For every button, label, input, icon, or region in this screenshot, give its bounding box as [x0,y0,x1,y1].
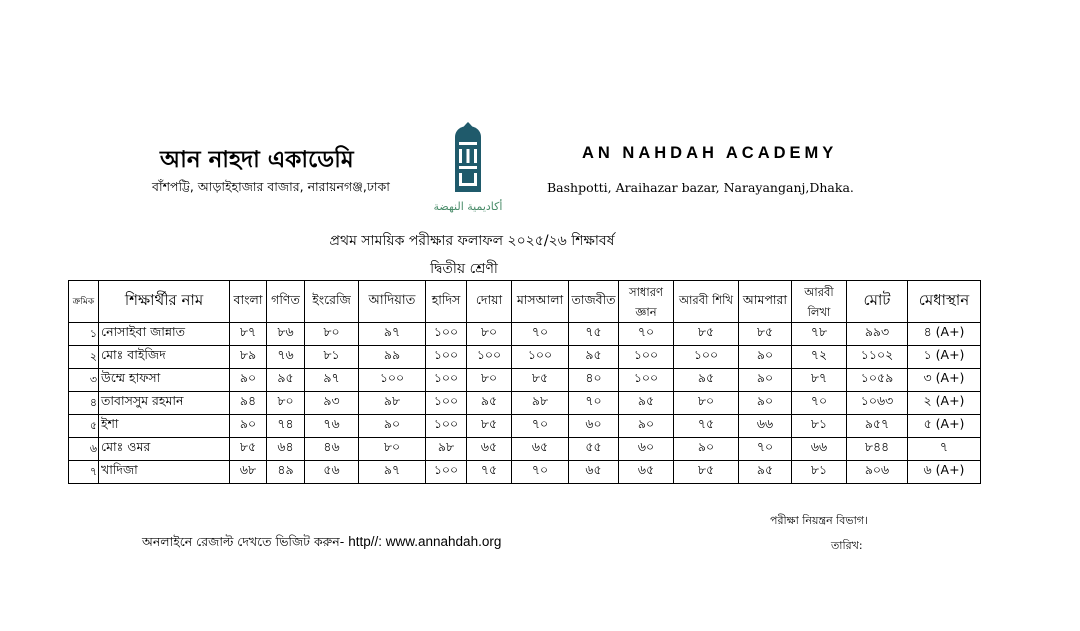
cell-tajbid: ৬০ [569,415,619,438]
cell-sl: ৪ [69,392,99,415]
academy-title-bangla: আন নাহদা একাডেমি [160,147,354,173]
cell-arabic-learn: ৮৫ [674,461,739,484]
cell-sl: ১ [69,323,99,346]
header-math: গণিত [267,281,305,323]
cell-total: ১০৫৯ [847,369,908,392]
cell-general: ১০০ [619,346,674,369]
cell-total: ১১০২ [847,346,908,369]
cell-general: ৬৫ [619,461,674,484]
cell-english: ৫৬ [305,461,359,484]
cell-sl: ৫ [69,415,99,438]
cell-ampara: ৯০ [739,346,792,369]
cell-masala: ৭০ [512,461,569,484]
cell-arabic-write: ৮১ [792,461,847,484]
header-general-line1: সাধারণ [629,284,663,299]
cell-english: ৭৬ [305,415,359,438]
header-english: ইংরেজি [305,281,359,323]
table-row [69,438,981,461]
cell-rank: ৩ (A+) [908,369,981,392]
class-title: দ্বিতীয় শ্রেণী [430,261,498,277]
cell-name: খাদিজা [99,461,230,484]
cell-hadis: ১০০ [426,415,467,438]
table-row [69,346,981,369]
cell-bangla: ৮৫ [230,438,267,461]
cell-adiyat: ৯৭ [359,323,426,346]
cell-bangla: ৬৮ [230,461,267,484]
header-bangla: বাংলা [230,281,267,323]
cell-rank: ৪ (A+) [908,323,981,346]
cell-arabic-write: ৭৮ [792,323,847,346]
header-arabic-learn: আরবী শিখি [674,281,739,323]
cell-bangla: ৮৭ [230,323,267,346]
cell-name: ইশা [99,415,230,438]
online-result-note [142,534,501,554]
cell-doa: ৮৫ [467,415,512,438]
cell-english: ৮১ [305,346,359,369]
cell-arabic-write: ৮১ [792,415,847,438]
cell-rank: ৭ [908,438,981,461]
cell-total: ৮৪৪ [847,438,908,461]
cell-tajbid: ৬৫ [569,461,619,484]
header-total: মোট [847,281,908,323]
cell-rank: ২ (A+) [908,392,981,415]
cell-total: ৯৫৭ [847,415,908,438]
cell-english: ৪৬ [305,438,359,461]
header-sl: ক্রমিক [69,281,99,323]
header-masala: মাসআলা [512,281,569,323]
cell-arabic-learn: ৮০ [674,392,739,415]
cell-math: ৭৬ [267,346,305,369]
cell-adiyat: ৯৮ [359,392,426,415]
cell-math: ৮০ [267,392,305,415]
cell-general: ৯৫ [619,392,674,415]
cell-masala: ৭০ [512,323,569,346]
cell-adiyat: ৮০ [359,438,426,461]
cell-hadis: ১০০ [426,323,467,346]
cell-adiyat: ৯৭ [359,461,426,484]
cell-general: ৭০ [619,323,674,346]
cell-arabic-write: ৮৭ [792,369,847,392]
cell-hadis: ১০০ [426,346,467,369]
cell-tajbid: ৫৫ [569,438,619,461]
cell-adiyat: ৯০ [359,415,426,438]
cell-sl: ৬ [69,438,99,461]
logo-caption: أكاديمية النهضة [433,200,503,213]
table-header-row [69,281,981,323]
cell-doa: ৮০ [467,369,512,392]
cell-hadis: ৯৮ [426,438,467,461]
cell-arabic-learn: ১০০ [674,346,739,369]
cell-bangla: ৯৪ [230,392,267,415]
online-result-text: অনলাইনে রেজাল্ট দেখতে ভিজিট করুন- [142,534,345,549]
academy-address-bangla: বাঁশপট্টি, আড়াইহাজার বাজার, নারায়নগঞ্জ,ঢাকা [152,179,390,194]
cell-tajbid: ৪০ [569,369,619,392]
cell-masala: ৬৫ [512,438,569,461]
cell-bangla: ৯০ [230,415,267,438]
cell-total: ১০৬৩ [847,392,908,415]
header-doa: দোয়া [467,281,512,323]
cell-ampara: ৯০ [739,369,792,392]
cell-ampara: ৮৫ [739,323,792,346]
exam-title: প্রথম সাময়িক পরীক্ষার ফলাফল ২০২৫/২৬ শিক্ষাবর্ষ [329,233,615,249]
cell-arabic-write: ৭০ [792,392,847,415]
cell-doa: ৮০ [467,323,512,346]
cell-bangla: ৯০ [230,369,267,392]
table-row [69,461,981,484]
cell-tajbid: ৭৫ [569,323,619,346]
cell-ampara: ৯০ [739,392,792,415]
date-label: তারিখ: [831,539,863,552]
cell-adiyat: ১০০ [359,369,426,392]
cell-sl: ৩ [69,369,99,392]
cell-name: মোঃ বাইজিদ [99,346,230,369]
cell-name: মোঃ ওমর [99,438,230,461]
header-tajbid: তাজবীত [569,281,619,323]
table-row [69,392,981,415]
cell-name: উম্মে হাফসা [99,369,230,392]
table-row [69,369,981,392]
cell-ampara: ৯৫ [739,461,792,484]
cell-arabic-write: ৬৬ [792,438,847,461]
website-link[interactable]: http//: www.annahdah.org [348,534,502,549]
cell-rank: ৫ (A+) [908,415,981,438]
cell-general: ১০০ [619,369,674,392]
header-rank: মেধাস্থান [908,281,981,323]
header-general-knowledge [619,281,674,323]
cell-masala: ৭০ [512,415,569,438]
cell-hadis: ১০০ [426,461,467,484]
cell-masala: ১০০ [512,346,569,369]
cell-general: ৯০ [619,415,674,438]
header-ampara: আমপারা [739,281,792,323]
table-row [69,415,981,438]
cell-math: ৯৫ [267,369,305,392]
cell-name: নোসাইবা জান্নাত [99,323,230,346]
results-table [68,280,981,484]
exam-control-dept: পরীক্ষা নিয়ন্ত্রন বিভাগ। [770,514,868,527]
cell-hadis: ১০০ [426,392,467,415]
cell-hadis: ১০০ [426,369,467,392]
cell-total: ৯০৬ [847,461,908,484]
cell-ampara: ৭০ [739,438,792,461]
cell-total: ৯৯৩ [847,323,908,346]
cell-english: ৯৩ [305,392,359,415]
cell-masala: ৮৫ [512,369,569,392]
cell-math: ৭৪ [267,415,305,438]
cell-tajbid: ৭০ [569,392,619,415]
header-adiyat: আদিয়াত [359,281,426,323]
cell-english: ৯৭ [305,369,359,392]
cell-doa: ৬৫ [467,438,512,461]
header-arabic-write-line1: আরবী [804,284,834,299]
cell-bangla: ৮৯ [230,346,267,369]
header-arabic-write-line2: লিখা [807,304,831,319]
cell-english: ৮০ [305,323,359,346]
header-hadis: হাদিস [426,281,467,323]
cell-arabic-learn: ৮৫ [674,323,739,346]
cell-general: ৬০ [619,438,674,461]
cell-math: ৮৬ [267,323,305,346]
academy-address-english: Bashpotti, Araihazar bazar, Narayanganj,Dhaka. [547,180,854,195]
table-row [69,323,981,346]
cell-arabic-learn: ৭৫ [674,415,739,438]
cell-sl: ৭ [69,461,99,484]
cell-arabic-learn: ৯৫ [674,369,739,392]
header-arabic-write [792,281,847,323]
cell-doa: ১০০ [467,346,512,369]
academy-title-english: AN NAHDAH ACADEMY [582,144,838,162]
cell-doa: ৯৫ [467,392,512,415]
cell-masala: ৯৮ [512,392,569,415]
cell-doa: ৭৫ [467,461,512,484]
cell-rank: ১ (A+) [908,346,981,369]
academy-logo-icon [428,120,508,220]
cell-sl: ২ [69,346,99,369]
cell-tajbid: ৯৫ [569,346,619,369]
cell-arabic-write: ৭২ [792,346,847,369]
cell-adiyat: ৯৯ [359,346,426,369]
cell-name: তাবাসসুম রহমান [99,392,230,415]
cell-math: ৪৯ [267,461,305,484]
cell-math: ৬৪ [267,438,305,461]
cell-arabic-learn: ৯০ [674,438,739,461]
cell-ampara: ৬৬ [739,415,792,438]
header-name: শিক্ষার্থীর নাম [99,281,230,323]
header-general-line2: জ্ঞান [635,304,657,319]
cell-rank: ৬ (A+) [908,461,981,484]
